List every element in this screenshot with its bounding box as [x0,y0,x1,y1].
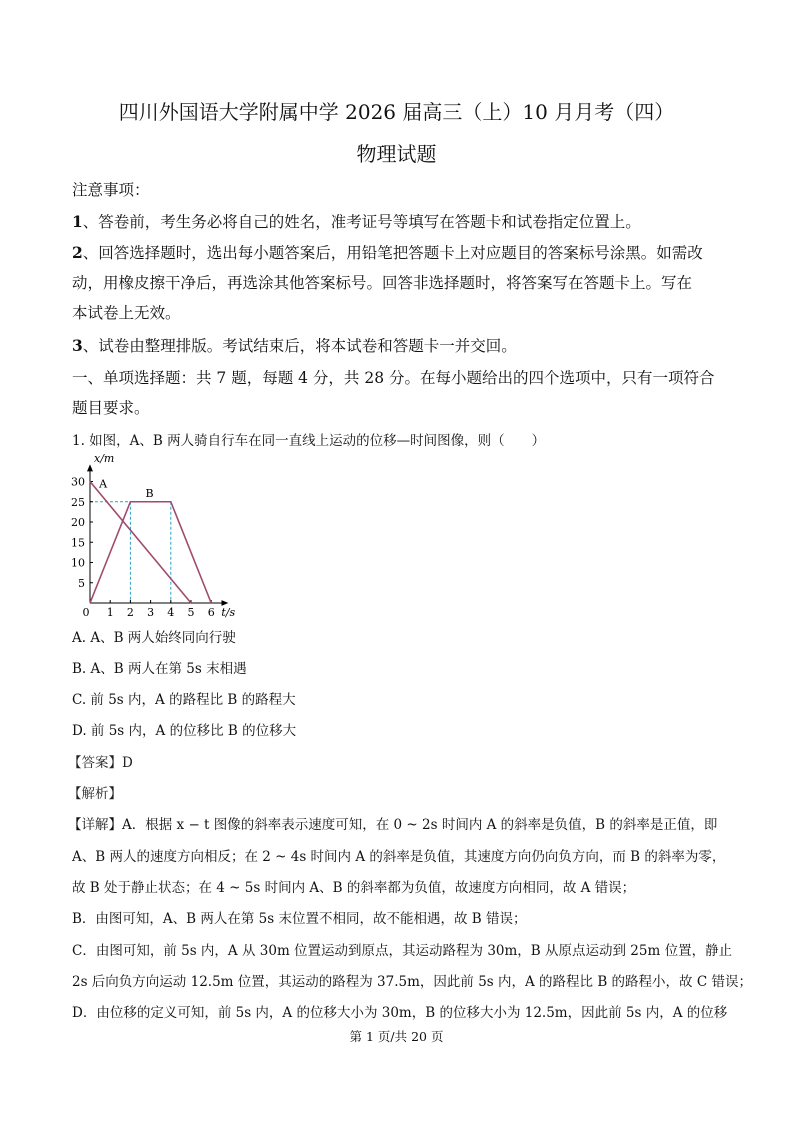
option-a: A. A、B 两人始终同向行驶 [72,630,236,646]
series-line-a [90,482,191,604]
y-tick-label: 5 [78,576,85,590]
section-1-heading-line-2: 题目要求。 [72,399,150,417]
series-line-b [90,502,211,603]
series-label-a: A [99,477,108,491]
y-tick-label: 20 [71,516,85,529]
x-tick-label: 6 [207,606,215,619]
note-3 [72,334,517,356]
note-2-line-2: 动，用橡皮擦干净后，再选涂其他答案标号。回答非选择题时，将答案写在答题卡上。写在 [72,274,693,292]
note-2-line-1 [72,241,703,263]
detail-line-3: 故 B 处于静止状态；在 4 ~ 5s 时间内 A、B 的斜率都为负值，故速度方向相同，故 A 错误； [72,880,636,896]
y-axis-label: x/m [94,452,115,465]
note-1 [72,210,641,232]
analysis-label: 【解析】 [68,786,122,802]
note-2-line-3: 本试卷上无效。 [72,304,181,322]
detail-line-5: C．由图可知，前 5s 内，A 从 30m 位置运动到原点，其运动路程为 30m，B 从原点运动到 25m 位置，静止 [72,943,733,959]
note-2-number: 2 [72,243,83,262]
option-c: C. 前 5s 内，A 的路程比 B 的路程大 [72,692,296,708]
series-label-b: B [145,486,154,500]
y-tick-label: 15 [71,536,85,550]
x-tick-label: 1 [106,606,114,619]
note-3-text: 、试卷由整理排版。考试结束后，将本试卷和答题卡一并交回。 [82,337,517,355]
x-tick-label: 3 [147,606,155,619]
detail-line-1: 【详解】A．根据 x − t 图像的斜率表示速度可知，在 0 ~ 2s 时间内 A 的斜率是负值，B 的斜率是正值，即 [68,817,718,833]
option-b: B. A、B 两人在第 5s 末相遇 [72,661,247,677]
origin-label: 0 [82,606,90,619]
notes-heading: 注意事项： [72,181,150,199]
y-tick-label: 30 [71,475,85,489]
section-1-heading: 一、单项选择题：共 7 题，每题 4 分，共 28 分。在每小题给出的四个选项中，只有一项符合 [72,369,715,387]
detail-line-6: 2s 后向负方向运动 12.5m 位置，其运动的路程为 37.5m，因此前 5s 内，A 的路程比 B 的路程小，故 C 错误； [72,974,752,990]
detail-line-2: A、B 两人的速度方向相反；在 2 ~ 4s 时间内 A 的斜率是负值，其速度方向仍向负方向，而 B 的斜率为零， [72,849,726,865]
xt-graph [68,450,258,622]
note-2-text: 、回答选择题时，选出每小题答案后，用铅笔把答题卡上对应题目的答案标号涂黑。如需改 [82,244,703,262]
option-d: D. 前 5s 内，A 的位移比 B 的位移大 [72,723,297,739]
x-tick-label: 5 [187,606,195,619]
page-footer: 第 1 页/共 20 页 [349,1029,444,1044]
dashed-guides [90,502,171,603]
detail-line-7: D．由位移的定义可知，前 5s 内，A 的位移大小为 30m，B 的位移大小为 12.5m，因此前 5s 内，A 的位移 [72,1005,728,1021]
detail-line-4: B．由图可知，A、B 两人在第 5s 末位置不相同，故不能相遇，故 B 错误； [72,911,527,927]
note-1-text: 、答卷前，考生务必将自己的姓名，准考证号等填写在答题卡和试卷指定位置上。 [82,213,641,231]
x-axis-label: t/s [221,606,236,619]
note-1-number: 1 [72,212,83,231]
y-tick-label: 10 [71,556,85,570]
x-tick-label: 2 [126,606,134,619]
question-1-stem: 1. 如图，A、B 两人骑自行车在同一直线上运动的位移—时间图像，则（ ） [72,433,546,449]
y-tick-label: 25 [71,495,85,509]
x-tick-label: 4 [167,606,175,619]
note-3-number: 3 [72,336,83,355]
page-subtitle: 物理试题 [356,142,437,166]
answer: 【答案】D [68,755,133,771]
page-title: 四川外国语大学附属中学 2026 届高三（上）10 月月考（四） [118,100,675,124]
